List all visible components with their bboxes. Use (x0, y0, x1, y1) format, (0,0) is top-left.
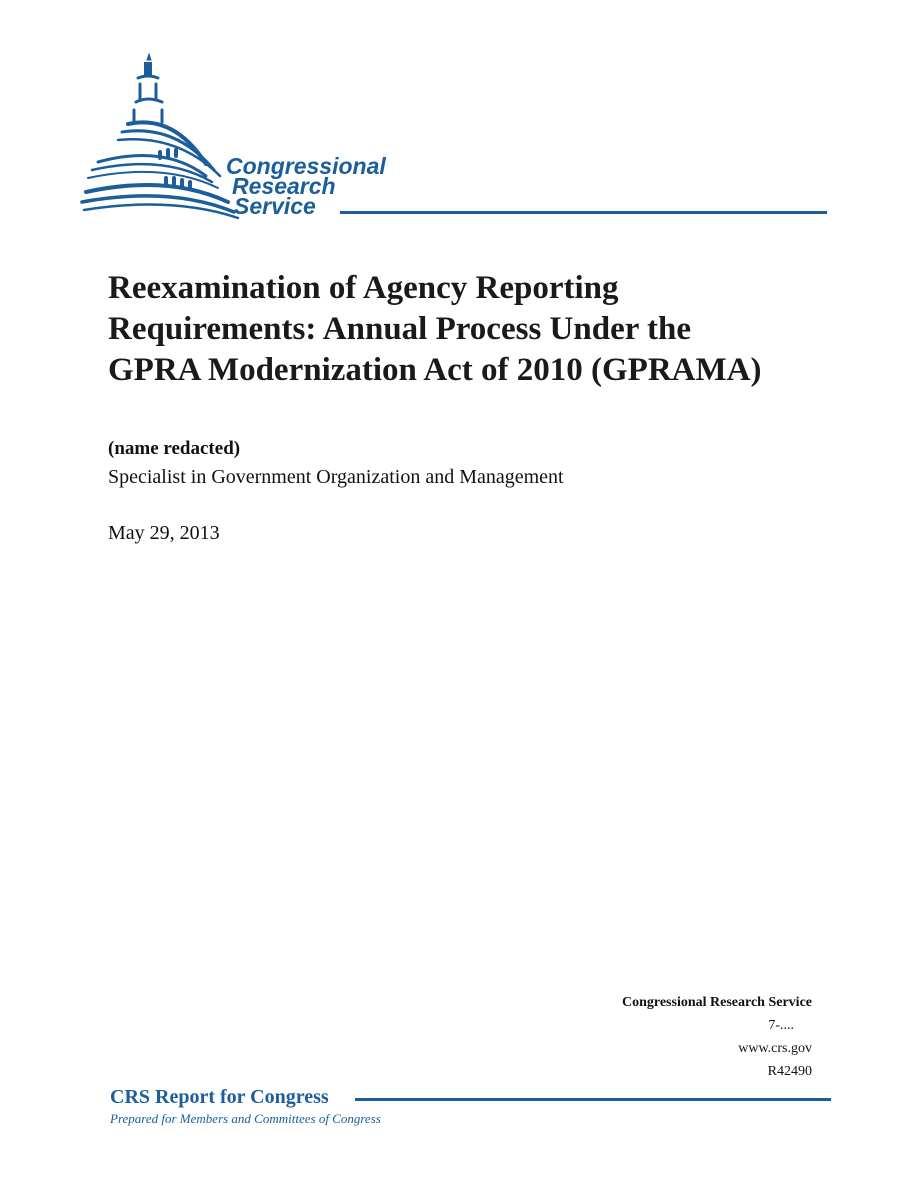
publication-date: May 29, 2013 (108, 522, 220, 544)
author-name: (name redacted) (108, 438, 241, 459)
author-role: Specialist in Government Organization and Management (108, 466, 564, 488)
logo-word-congressional: Congressional (226, 153, 386, 179)
report-series-label: CRS Report for Congress (110, 1086, 329, 1108)
logo-wordmark (226, 153, 386, 219)
publisher-name: Congressional Research Service (621, 995, 812, 1010)
series-tagline: Prepared for Members and Committees of Congress (110, 1111, 381, 1126)
title-line-3: GPRA Modernization Act of 2010 (GPRAMA) (108, 352, 762, 388)
series-divider (355, 1098, 831, 1101)
report-number: R42490 (767, 1064, 812, 1079)
publisher-info (622, 991, 812, 1083)
crs-logo (78, 52, 838, 227)
title-line-1: Reexamination of Agency Reporting (108, 270, 619, 306)
report-title (108, 268, 848, 391)
title-line-2: Requirements: Annual Process Under the (108, 311, 692, 347)
logo-word-service: Service (234, 193, 316, 219)
contact-code: 7-.... (768, 1018, 794, 1033)
website-link[interactable]: www.crs.gov (738, 1041, 812, 1056)
logo-divider (340, 211, 827, 214)
logo-word-research: Research (232, 173, 336, 199)
